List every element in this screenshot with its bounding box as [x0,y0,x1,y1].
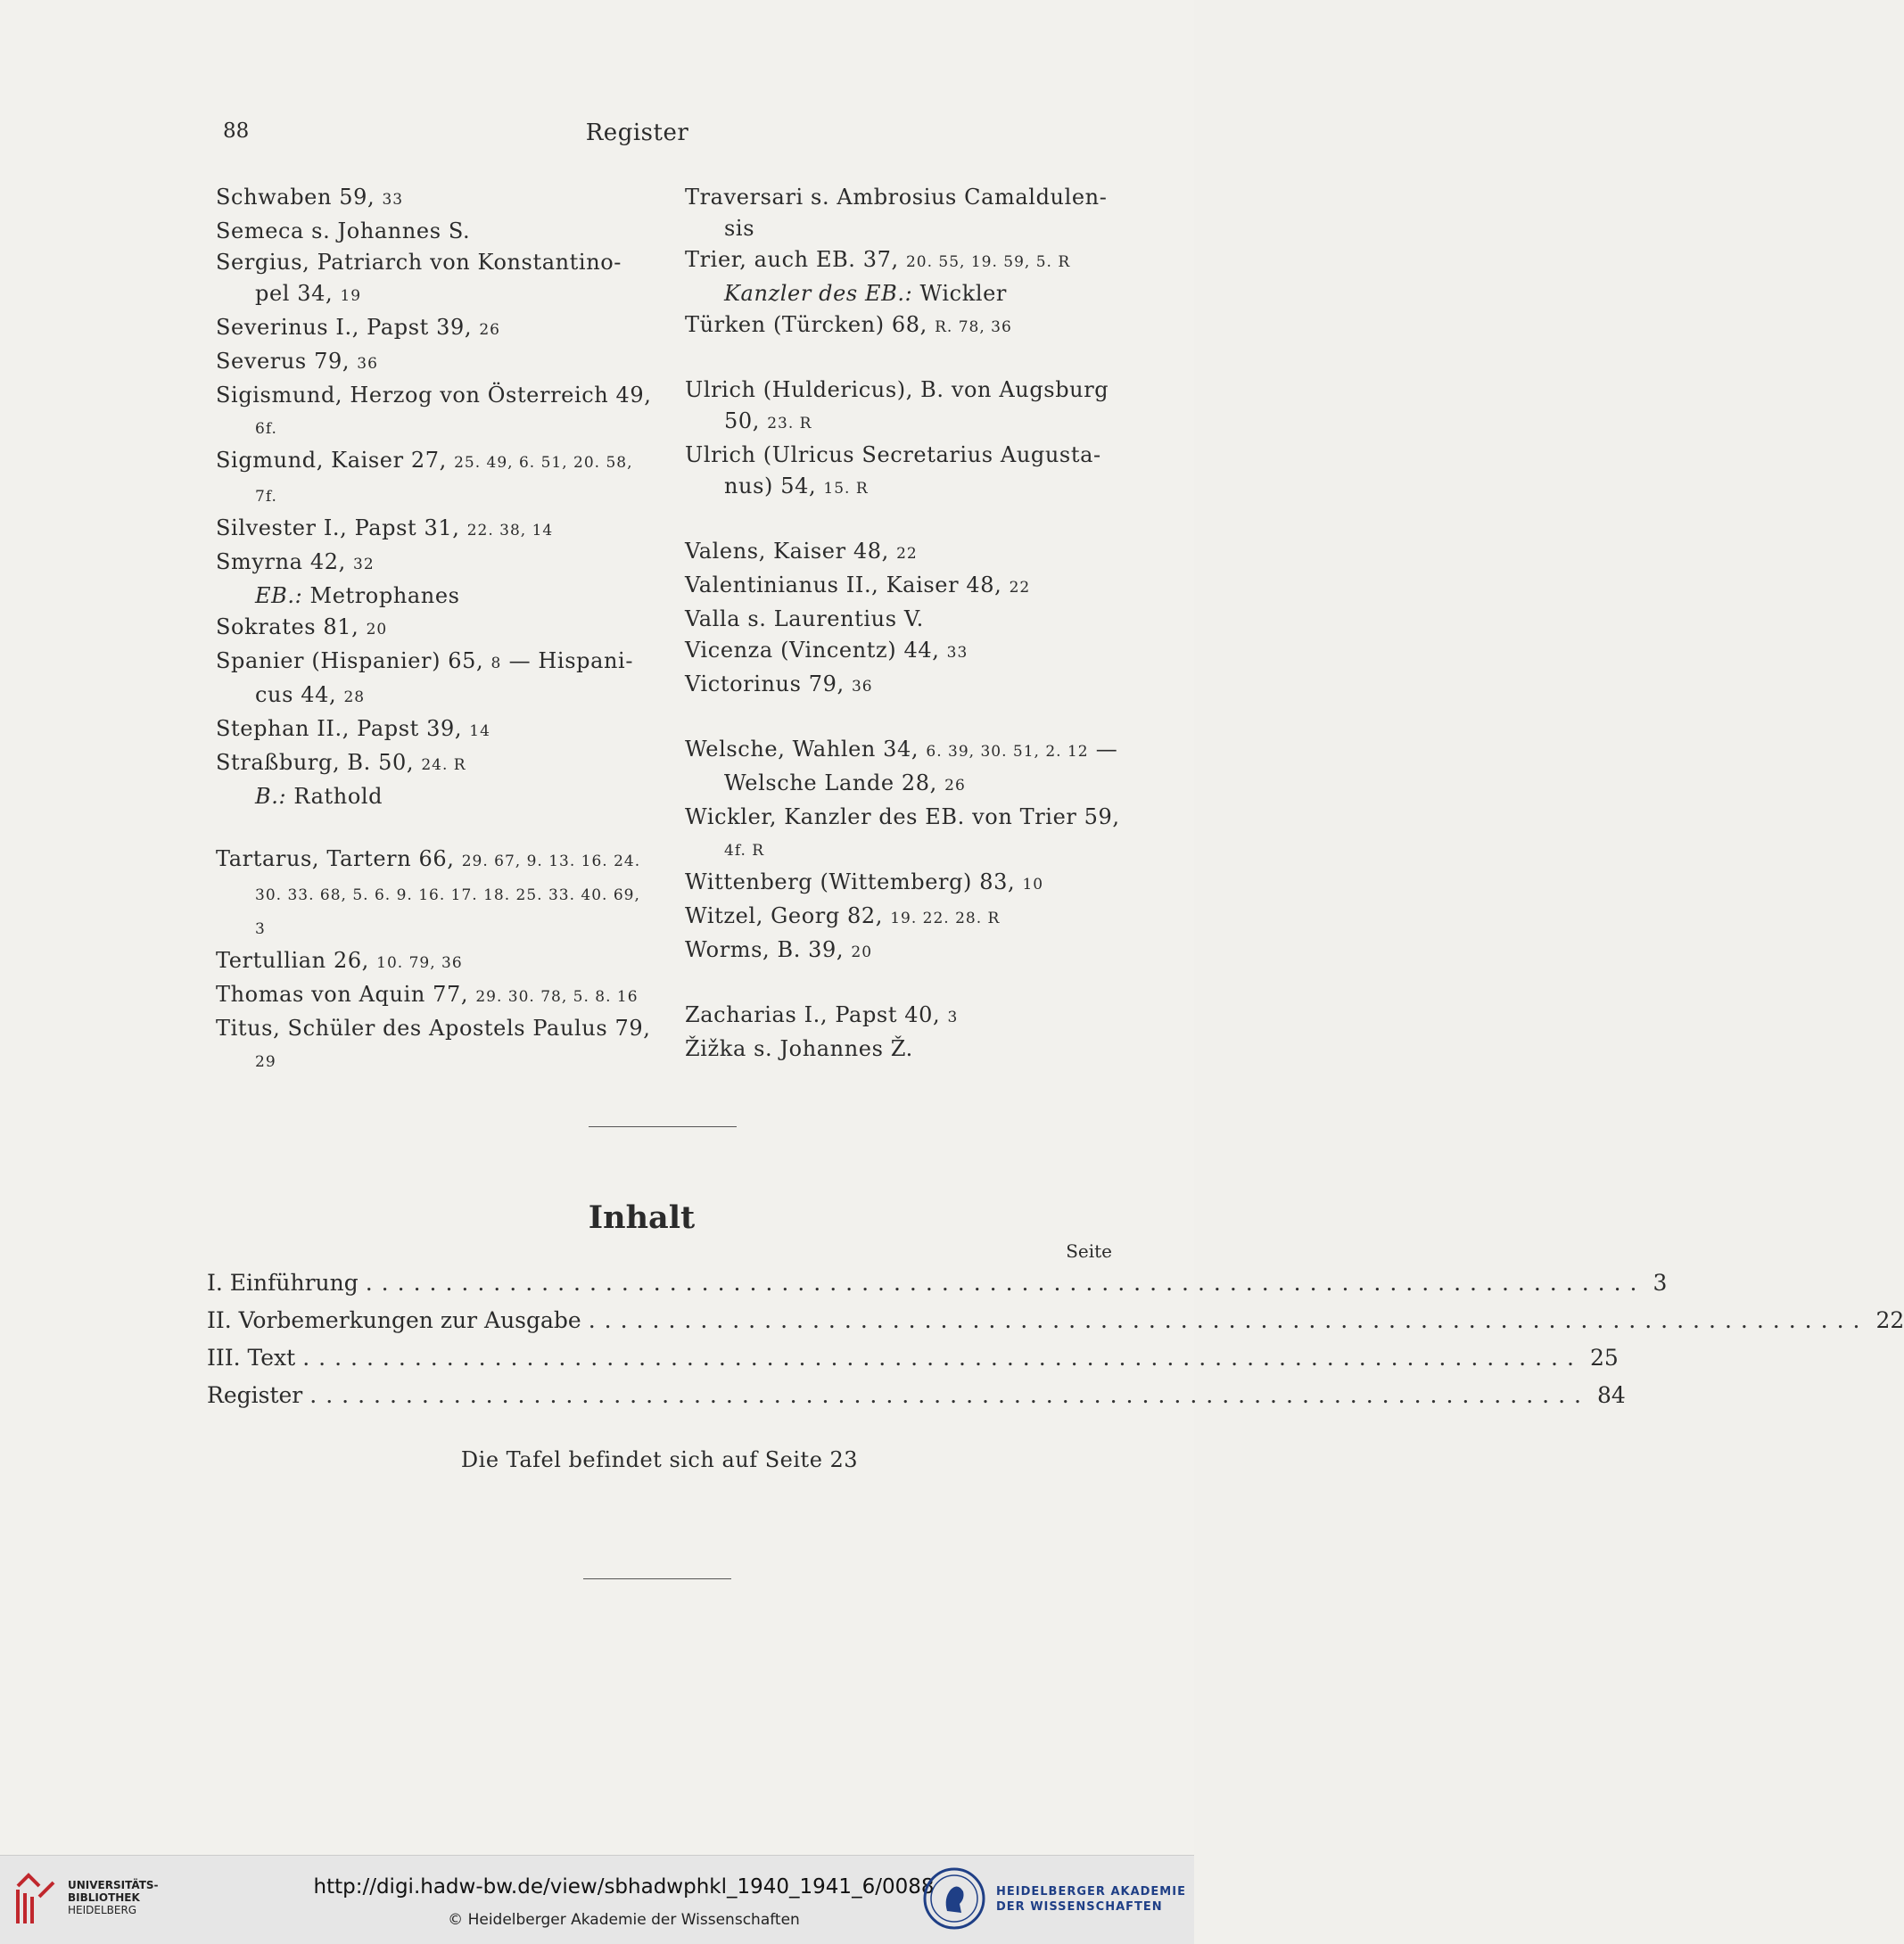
index-entry: Valens, Kaiser 48, 22 [685,539,918,564]
footer-bar [0,1855,1194,1944]
toc-leader-dots: ................................................................................ [365,1270,1646,1296]
toc-label: III. Text [207,1345,296,1371]
academy-name: HEIDELBERGER AKADEMIE DER WISSENSCHAFTEN [996,1885,1186,1914]
toc-leader-dots: ................................................................................ [309,1382,1590,1408]
index-entry: Severus 79, 36 [216,349,378,374]
toc-leader-dots: ................................................................................ [302,1345,1583,1371]
toc-leader-dots: ................................................................................ [588,1307,1869,1333]
index-entry: Semeca s. Johannes S. [216,218,471,243]
section-gap [685,968,1131,1000]
index-entry: Kanzler des EB.: Wickler [724,281,1008,306]
index-entry: Thomas von Aquin 77, 29. 30. 78, 5. 8. 16 [216,982,639,1007]
divider-rule-bottom [583,1578,731,1579]
index-entry: Silvester I., Papst 31, 22. 38, 14 [216,515,554,540]
section-gap [685,343,1131,375]
toc-page-number: 22 [1875,1307,1904,1333]
toc-page-number: 25 [1589,1345,1619,1371]
toc-page-number: 84 [1597,1382,1626,1408]
divider-rule-top [589,1126,737,1127]
index-entry: Tartarus, Tartern 66, 29. 67, 9. 13. 16. 24. 30. 33. 68, 5. 6. 9. 16. 17. 18. 25. 33. 40. 69, 3 [216,846,641,938]
toc-row [207,1302,1904,1339]
index-entry: Straßburg, B. 50, 24. R [216,750,466,775]
index-entry: Žižka s. Johannes Ž. [685,1036,913,1061]
index-entry: Witzel, Georg 82, 19. 22. 28. R [685,903,1001,928]
index-entry: Valla s. Laurentius V. [685,606,924,631]
index-entry: Ulrich (Ulricus Secretarius Augusta-nus) 54, 15. R [685,442,1101,498]
index-entry: Worms, B. 39, 20 [685,937,873,962]
section-gap [216,812,653,844]
index-entry: Sokrates 81, 20 [216,614,388,639]
index-entry: Tertullian 26, 10. 79, 36 [216,948,463,973]
index-entry: EB.: Metrophanes [255,583,460,608]
index-entry: Valentinianus II., Kaiser 48, 22 [685,572,1031,597]
index-entry: Severinus I., Papst 39, 26 [216,315,500,340]
index-entry: Stephan II., Papst 39, 14 [216,716,490,741]
index-entry: Türken (Türcken) 68, R. 78, 36 [685,312,1012,337]
index-entry: Ulrich (Huldericus), B. von Augsburg 50, 23. R [685,377,1109,433]
index-entry: Welsche, Wahlen 34, 6. 39, 30. 51, 2. 12 — Welsche Lande 28, 26 [685,737,1118,795]
academy-seal-icon [922,1866,986,1931]
toc-row [207,1264,1668,1302]
contents-title: Inhalt [588,1199,696,1236]
toc-page-header: Seite [1066,1240,1112,1262]
index-entry: Sigismund, Herzog von Österreich 49, 6f. [216,383,652,438]
index-entry: Titus, Schüler des Apostels Paulus 79, 29 [216,1016,651,1071]
index-entry: Schwaben 59, 33 [216,185,404,210]
index-entry: Vicenza (Vincentz) 44, 33 [685,638,968,663]
section-gap [685,703,1131,734]
index-entry: Smyrna 42, 32 [216,549,375,574]
index-entry: Spanier (Hispanier) 65, 8 — Hispani-cus 44, 28 [216,648,634,707]
index-entry: Wickler, Kanzler des EB. von Trier 59, 4f. R [685,804,1120,860]
section-gap [685,505,1131,536]
index-entry: Trier, auch EB. 37, 20. 55, 19. 59, 5. R [685,247,1071,272]
toc-label: II. Vorbemerkungen zur Ausgabe [207,1307,581,1333]
toc-label: Register [207,1382,303,1408]
index-entry: Traversari s. Ambrosius Camaldulen-sis [685,185,1108,241]
toc-label: I. Einführung [207,1270,359,1296]
index-entry: Victorinus 79, 36 [685,671,873,696]
plate-note: Die Tafel befindet sich auf Seite 23 [460,1447,859,1472]
index-column-right [685,182,1131,1065]
index-column-left [216,182,653,1078]
index-entry: Wittenberg (Wittemberg) 83, 10 [685,869,1044,894]
toc-row [207,1377,1626,1414]
page-number: 88 [223,119,250,143]
table-of-contents [207,1238,1904,1414]
toc-page-number: 3 [1653,1270,1668,1296]
index-entry: Zacharias I., Papst 40, 3 [685,1002,959,1027]
toc-row [207,1339,1619,1377]
index-entry: B.: Rathold [255,784,383,809]
library-name: UNIVERSITÄTS- BIBLIOTHEK HEIDELBERG [68,1879,159,1916]
source-url-link[interactable]: http://digi.hadw-bw.de/view/sbhadwphkl_1940_1941_6/0088 [313,1875,935,1899]
index-entry: Sigmund, Kaiser 27, 25. 49, 6. 51, 20. 58, 7f. [216,448,633,506]
index-entry: Sergius, Patriarch von Konstantino-pel 34, 19 [216,250,622,306]
running-title: Register [585,119,689,146]
copyright-notice: © Heidelberger Akademie der Wissenschaften [448,1911,800,1929]
